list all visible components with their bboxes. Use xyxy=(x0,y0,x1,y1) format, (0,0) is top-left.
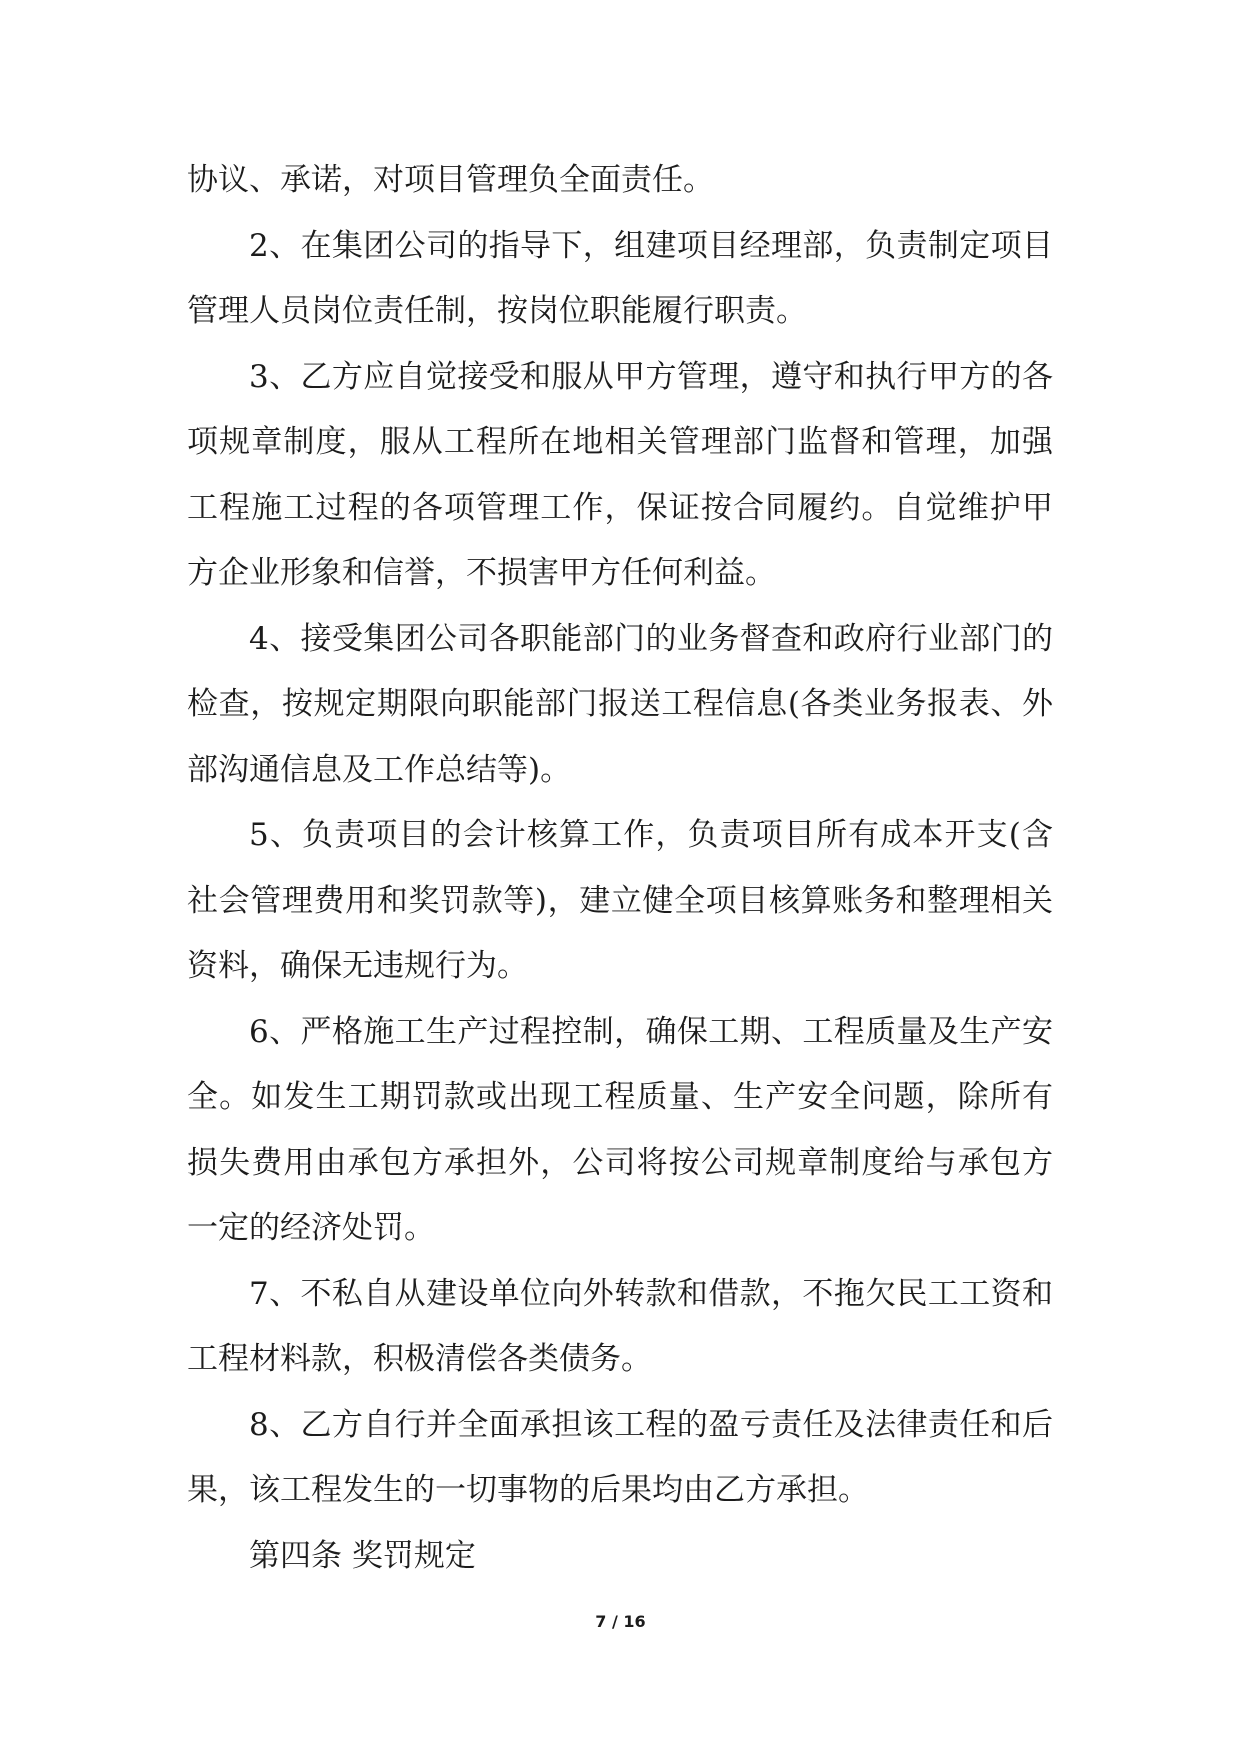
paragraph-item-2: 2、在集团公司的指导下，组建项目经理部，负责制定项目管理人员岗位责任制，按岗位职能履行职责。 xyxy=(187,227,1053,329)
paragraph-item-6: 6、严格施工生产过程控制，确保工期、工程质量及生产安全。如发生工期罚款或出现工程质量、生产安全问题，除所有损失费用由承包方承担外，公司将按公司规章制度给与承包方一定的经济处罚。 xyxy=(187,1013,1053,1246)
section-heading: 第四条 奖罚规定 xyxy=(249,1537,476,1574)
page-number: 7 / 16 xyxy=(595,1612,646,1631)
document-body xyxy=(187,148,1053,1589)
paragraph-item-3: 3、乙方应自觉接受和服从甲方管理，遵守和执行甲方的各项规章制度，服从工程所在地相关管理部门监督和管理，加强工程施工过程的各项管理工作，保证按合同履约。自觉维护甲方企业形象和信誉，不损害甲方任何利益。 xyxy=(187,358,1053,591)
paragraph-item-4: 4、接受集团公司各职能部门的业务督查和政府行业部门的检查，按规定期限向职能部门报送工程信息(各类业务报表、外部沟通信息及工作总结等)。 xyxy=(187,620,1053,788)
paragraph-item-5: 5、负责项目的会计核算工作，负责项目所有成本开支(含社会管理费用和奖罚款等)，建立健全项目核算账务和整理相关资料，确保无违规行为。 xyxy=(187,817,1053,984)
paragraph-item-8: 8、乙方自行并全面承担该工程的盈亏责任及法律责任和后果，该工程发生的一切事物的后果均由乙方承担。 xyxy=(187,1406,1053,1508)
paragraph-item-7: 7、不私自从建设单位向外转款和借款，不拖欠民工工资和工程材料款，积极清偿各类债务。 xyxy=(187,1275,1053,1377)
paragraph-continuation: 协议、承诺，对项目管理负全面责任。 xyxy=(187,162,714,198)
